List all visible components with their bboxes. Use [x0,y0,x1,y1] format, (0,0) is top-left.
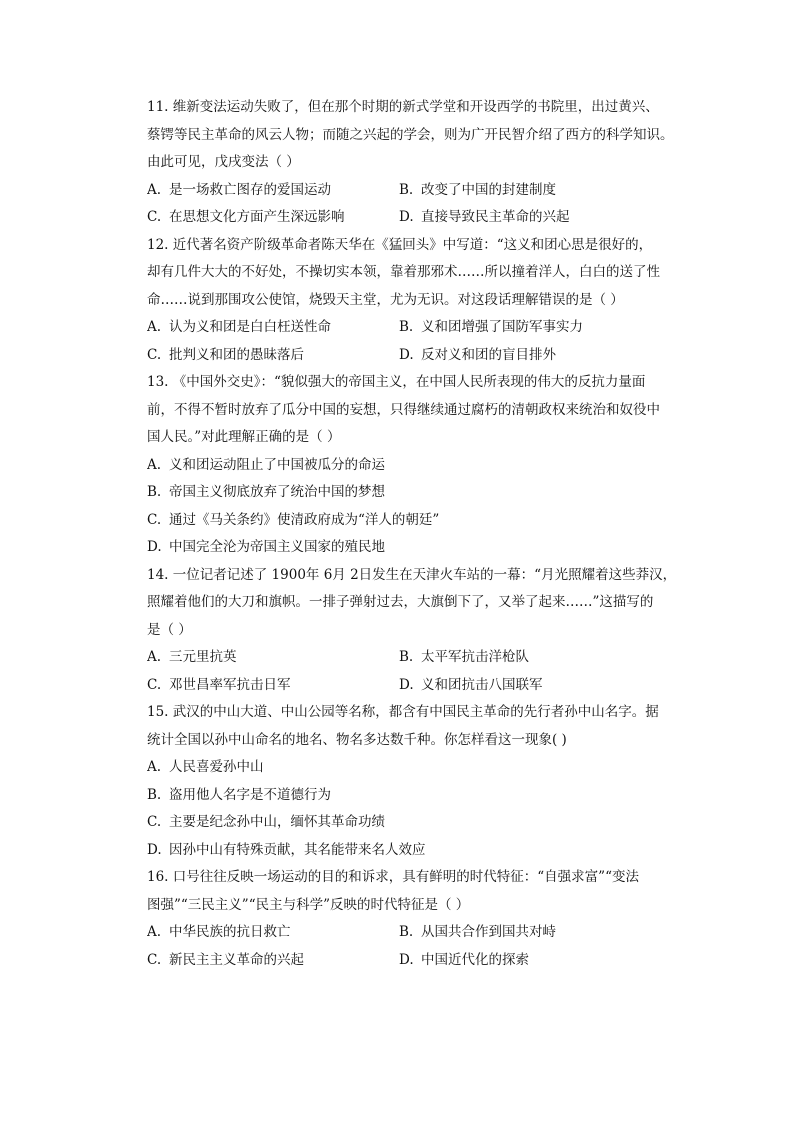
option-text: 因孙中山有特殊贡献，其名能带来名人效应 [169,841,426,858]
option-b[interactable] [399,314,677,342]
option-row [147,204,677,232]
option-letter: A. [147,649,162,665]
option-text: 义和团增强了国防军事实力 [421,319,583,335]
option-d[interactable] [399,204,677,232]
option-letter: B. [147,786,162,803]
option-letter: C. [147,814,162,830]
option-text: 邓世昌率军抗击日军 [169,676,291,693]
option-text: 通过《马关条约》使清政府成为“洋人的朝廷” [169,511,440,528]
option-letter: B. [147,484,162,500]
option-letter: D. [147,539,162,555]
option-row [147,314,677,342]
option-text: 在思想文化方面产生深远影响 [169,209,345,225]
question-stem-line: 前，不得不暂时放弃了瓜分中国的妄想，只得继续通过腐朽的清朝政权来统治和奴役中 [147,401,660,418]
option-row [147,947,677,975]
option-d[interactable] [147,534,677,562]
option-text: 主要是纪念孙中山，缅怀其革命功绩 [169,814,385,830]
question-list [147,94,677,974]
option-letter: A. [147,181,162,198]
question-16 [147,864,677,974]
option-b[interactable] [399,919,677,947]
option-letter: C. [147,209,162,225]
option-text: 太平军抗击洋枪队 [421,649,529,665]
option-letter: A. [147,924,162,940]
option-letter: B. [399,924,414,940]
option-letter: D. [147,841,162,858]
question-14 [147,562,677,700]
option-a[interactable] [147,919,399,947]
option-text: 批判义和团的愚昧落后 [169,346,304,363]
option-row [147,342,677,370]
option-c[interactable] [147,947,399,975]
option-c[interactable] [147,204,399,232]
option-letter: C. [147,511,162,528]
question-15 [147,699,677,864]
option-b[interactable] [399,644,677,672]
question-stem-line: 国人民。”对此理解正确的是（ ） [147,429,341,445]
option-text: 义和团运动阻止了中国被瓜分的命运 [169,456,385,473]
option-c[interactable] [147,672,399,700]
option-row [147,644,677,672]
option-letter: B. [399,319,414,335]
option-text: 人民喜爱孙中山 [169,759,264,775]
question-stem-line: 15. 武汉的中山大道、中山公园等名称，都含有中国民主革命的先行者孙中山名字。据 [147,704,659,720]
question-stem-line: 统计全国以孙中山命名的地名、物名多达数千种。你怎样看这一现象( ) [147,731,567,748]
option-d[interactable] [399,342,677,370]
option-letter: D. [399,676,414,693]
question-stem-line: 蔡锷等民主革命的风云人物；而随之兴起的学会，则为广开民智介绍了西方的科学知识。 [147,126,674,143]
option-text: 中国近代化的探索 [421,951,529,968]
option-text: 直接导致民主革命的兴起 [421,209,570,225]
option-row [147,177,677,205]
option-letter: C. [147,346,162,363]
option-letter: D. [399,951,414,968]
question-stem-line: 11. 维新变法运动失败了，但在那个时期的新式学堂和开设西学的书院里，出过黄兴、 [147,99,659,115]
question-stem-line: 14. 一位记者记述了 1900年 6月 2日发生在天津火车站的一幕：“月光照耀着这些莽汉， [147,566,677,583]
option-text: 三元里抗英 [169,649,237,665]
option-letter: A. [147,759,162,775]
option-d[interactable] [399,947,677,975]
option-letter: B. [399,649,414,665]
question-stem-line: 是（ ） [147,621,192,638]
option-a[interactable] [147,644,399,672]
question-stem-line: 12. 近代著名资产阶级革命者陈天华在《猛回头》中写道：“这义和团心思是很好的， [147,236,653,253]
option-b[interactable] [147,479,677,507]
question-stem-line: 图强”“三民主义”“民主与科学”反映的时代特征是（ ） [147,896,470,913]
option-text: 帝国主义彻底放弃了统治中国的梦想 [169,484,385,500]
option-a[interactable] [147,452,677,480]
option-a[interactable] [147,754,677,782]
option-text: 中华民族的抗日救亡 [169,924,291,940]
option-c[interactable] [147,809,677,837]
option-letter: B. [399,181,414,198]
option-c[interactable] [147,342,399,370]
option-row [147,672,677,700]
option-letter: D. [399,346,414,363]
option-text: 盗用他人名字是不道德行为 [169,786,331,803]
question-stem-line: 照耀着他们的大刀和旗帜。一排子弹射过去，大旗倒下了，又举了起来……”这描写的 [147,594,654,610]
option-letter: C. [147,951,162,968]
option-a[interactable] [147,314,399,342]
option-d[interactable] [147,837,677,865]
option-text: 中国完全沦为帝国主义国家的殖民地 [169,539,385,555]
option-text: 是一场救亡图存的爱国运动 [169,181,331,198]
option-b[interactable] [147,782,677,810]
option-letter: C. [147,676,162,693]
option-text: 认为义和团是白白枉送性命 [169,319,331,335]
question-stem-line: 16. 口号往往反映一场运动的目的和诉求，具有鲜明的时代特征：“自强求富”“变法 [147,869,639,885]
option-text: 反对义和团的盲目排外 [421,346,556,363]
question-13 [147,369,677,562]
option-a[interactable] [147,177,399,205]
question-stem-line: 由此可见，戊戌变法（ ） [147,154,300,170]
option-d[interactable] [399,672,677,700]
option-text: 从国共合作到国共对峙 [421,924,556,940]
option-letter: A. [147,319,162,335]
question-12 [147,232,677,370]
option-text: 义和团抗击八国联军 [421,676,543,693]
option-c[interactable] [147,507,677,535]
option-text: 新民主主义革命的兴起 [169,951,304,968]
question-stem-line: 却有几件大大的不好处，不操切实本领，靠着那邪术……所以撞着洋人，白白的送了性 [147,264,660,280]
question-stem-line: 命……说到那围攻公使馆，烧毁天主堂，尤为无识。对这段话理解错误的是（ ） [147,291,624,308]
option-letter: A. [147,456,162,473]
option-b[interactable] [399,177,677,205]
option-text: 改变了中国的封建制度 [421,181,556,198]
option-letter: D. [399,209,414,225]
question-stem-line: 13. 《中国外交史》：“貌似强大的帝国主义，在中国人民所表现的伟大的反抗力量面 [147,374,646,390]
option-row [147,919,677,947]
question-11 [147,94,677,232]
